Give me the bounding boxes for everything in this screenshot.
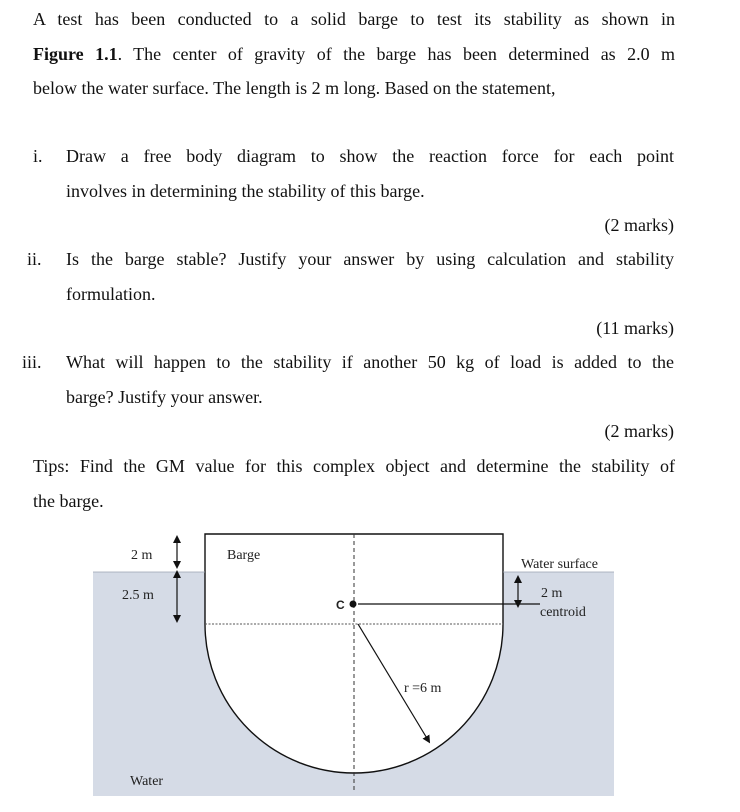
question-3-line-1: What will happen to the stability if another 50 kg of load is added to the [66, 352, 674, 372]
question-3-marks: (2 marks) [604, 421, 674, 441]
question-3-text [66, 345, 674, 414]
question-1-marks: (2 marks) [604, 215, 674, 235]
question-2-line-1: Is the barge stable? Justify your answer by using calculation and stability [66, 249, 674, 269]
question-1-number: i. [33, 146, 43, 166]
radius-label: r =6 m [404, 681, 442, 696]
dimension-label-2m-top: 2 m [131, 548, 153, 563]
intro-line-1: A test has been conducted to a solid barge to test its stability as shown in [33, 9, 675, 29]
centroid-c-label: C [336, 598, 345, 612]
intro-paragraph [33, 2, 675, 106]
intro-line-2 [33, 37, 675, 72]
centroid-label: centroid [540, 605, 586, 620]
intro-line-3: below the water surface. The length is 2 m long. Based on the statement, [33, 78, 556, 98]
water-surface-label: Water surface [521, 557, 598, 572]
tips-line-2: the barge. [33, 490, 104, 511]
question-2-text [66, 242, 674, 311]
tips-line-1: Tips: Find the GM value for this complex object and determine the stability of [33, 456, 675, 476]
water-label: Water [130, 774, 164, 789]
question-2-marks: (11 marks) [596, 318, 674, 338]
tips-paragraph [33, 449, 675, 518]
question-1-line-2: involves in determining the stability of this barge. [66, 180, 425, 201]
figure-barge-diagram [0, 528, 740, 812]
centroid-point [350, 601, 357, 608]
barge-label: Barge [227, 548, 261, 563]
question-1-line-1: Draw a free body diagram to show the reaction force for each point [66, 146, 674, 166]
dimension-label-2-5m: 2.5 m [122, 588, 154, 603]
question-2-number: ii. [27, 249, 42, 269]
intro-line-2-text: . The center of gravity of the barge has been determined as 2.0 m [117, 43, 675, 64]
figure-reference: Figure 1.1 [33, 43, 118, 64]
question-3-line-2: barge? Justify your answer. [66, 386, 263, 407]
question-3-number: iii. [22, 352, 42, 372]
question-2-line-2: formulation. [66, 283, 156, 304]
question-1-text [66, 139, 674, 208]
dimension-label-2m-right: 2 m [541, 586, 563, 601]
